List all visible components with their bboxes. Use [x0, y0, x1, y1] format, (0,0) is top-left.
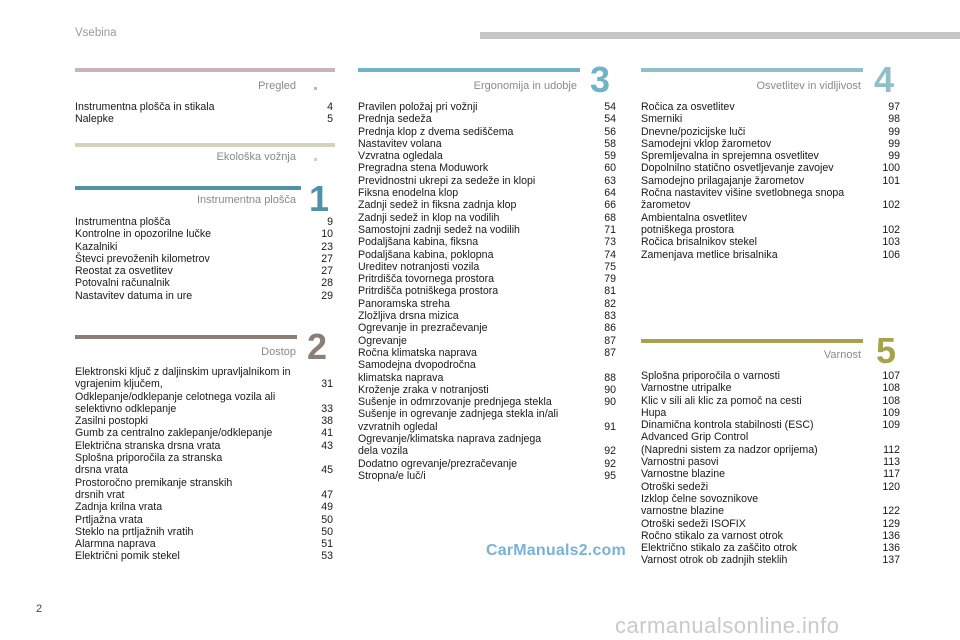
toc-entry [641, 468, 900, 480]
toc-entry-page: 4 [327, 101, 333, 113]
toc-entry [358, 285, 616, 297]
toc-entry [358, 470, 616, 482]
toc-entry-page: 108 [882, 394, 900, 407]
toc-entry-page: 92 [604, 457, 616, 470]
toc-entry-page: 81 [604, 285, 616, 298]
toc-entry-page: 87 [604, 334, 616, 347]
section-title-ergonomija: Ergonomija in udobje [473, 80, 577, 92]
toc-entry-title: Zamenjava metlice brisalnika [641, 248, 778, 261]
toc-entry [358, 249, 616, 261]
toc-entry [358, 273, 616, 285]
toc-entry-title: Instrumentna plošča in stikala [75, 101, 215, 113]
toc-entry-page: 41 [321, 427, 333, 440]
toc-entry-title: Vzvratna ogledala [358, 150, 443, 163]
toc-entry [358, 224, 616, 236]
toc-entry [358, 359, 616, 384]
toc-entry-title: Ročica brisalnikov stekel [641, 236, 757, 249]
toc-entry-page: 137 [882, 554, 900, 567]
toc-entry-page: 120 [882, 480, 900, 493]
toc-entry [641, 212, 900, 237]
toc-entry-title: Ogrevanje/klimatska naprava zadnjega dela vozila [358, 433, 542, 458]
toc-entry-page: 90 [604, 396, 616, 409]
toc-entry-title: Zasilni postopki [75, 415, 149, 428]
section-marker-ekoloska [314, 158, 317, 161]
toc-entry-page: 113 [883, 456, 900, 469]
toc-entry-title: Dnevne/pozicijske luči [641, 125, 746, 138]
toc-entry [358, 261, 616, 273]
toc-entry [75, 538, 333, 550]
toc-entry-page: 87 [604, 346, 616, 359]
toc-entry-page: 47 [321, 488, 333, 501]
toc-entry [358, 175, 616, 187]
toc-entry-page: 136 [882, 529, 900, 542]
toc-entry-title: Varnostni pasovi [641, 456, 719, 469]
toc-entry [358, 298, 616, 310]
toc-entry-page: 68 [604, 211, 616, 224]
toc-entry-page: 99 [888, 137, 900, 150]
toc-entry-title: Stropna/e luč/i [358, 469, 426, 482]
toc-entry [641, 126, 900, 138]
toc-entry [75, 216, 333, 228]
toc-entry-page: 112 [883, 443, 900, 456]
toc-entry [358, 408, 616, 433]
toc-entry-page: 49 [321, 501, 333, 514]
toc-entry-title: Samodejni vklop žarometov [641, 137, 772, 150]
toc-entry-title: Splošna priporočila za stranska drsna vrata [75, 452, 223, 477]
toc-entry [75, 427, 333, 439]
toc-entry-title: Prednja klop z dvema sediščema [358, 125, 514, 138]
toc-entry-title: Varnostne utripalke [641, 382, 732, 395]
toc-entry-page: 92 [604, 445, 616, 458]
toc-entry-title: Zadnja krilna vrata [75, 501, 163, 514]
toc-entry-title: Smerniki [641, 113, 683, 126]
toc-entry-title: Advanced Grip Control (Napredni sistem za nadzor oprijema) [641, 431, 818, 456]
toc-entry [641, 138, 900, 150]
toc-entry [358, 101, 616, 113]
toc-entry [641, 431, 900, 456]
toc-list-varnost [641, 370, 900, 567]
toc-entry-page: 59 [604, 150, 616, 163]
toc-entry-page: 71 [604, 223, 616, 236]
toc-entry-page: 102 [882, 223, 900, 236]
toc-entry [75, 440, 333, 452]
toc-entry-page: 109 [882, 406, 900, 419]
toc-entry-page: 50 [321, 525, 333, 538]
toc-entry-title: Ogrevanje in prezračevanje [358, 322, 488, 335]
page-number: 2 [36, 603, 43, 615]
toc-entry-title: Sušenje in ogrevanje zadnjega stekla in/ali vzvratnih ogledal [358, 408, 559, 433]
toc-entry-title: Zadnji sedež in fiksna zadnja klop [358, 199, 517, 212]
toc-list-instrumentna [75, 216, 333, 302]
toc-entry-title: Varnostne blazine [641, 468, 726, 481]
toc-entry [75, 290, 333, 302]
toc-entry-title: Ročna klimatska naprava [358, 346, 477, 359]
toc-entry-title: Steklo na prtljažnih vratih [75, 525, 194, 538]
toc-entry [358, 384, 616, 396]
toc-entry-title: Previdnostni ukrepi za sedeže in klopi [358, 174, 536, 187]
toc-list-osvetlitev [641, 101, 900, 261]
toc-entry [358, 335, 616, 347]
toc-entry-page: 43 [321, 439, 333, 452]
toc-entry-title: Nastavitev volana [358, 137, 442, 150]
toc-entry-page: 75 [604, 260, 616, 273]
toc-entry-page: 73 [604, 236, 616, 249]
section-number-ergonomija: 3 [590, 59, 611, 100]
toc-entry-title: Ogrevanje [358, 334, 407, 347]
toc-entry-title: Dodatno ogrevanje/prezračevanje [358, 457, 518, 470]
page-header-title: Vsebina [75, 27, 117, 39]
toc-entry [75, 265, 333, 277]
toc-entry-title: Samostojni zadnji sedež na vodilih [358, 223, 520, 236]
toc-entry-title: Hupa [641, 406, 667, 419]
toc-entry-page: 88 [604, 371, 616, 384]
toc-entry-title: Dinamična kontrola stabilnosti (ESC) [641, 419, 814, 432]
toc-entry-page: 109 [882, 419, 900, 432]
toc-entry [75, 277, 333, 289]
section-title-instrumentna: Instrumentna plošča [196, 194, 296, 206]
toc-entry [358, 162, 616, 174]
toc-entry [75, 253, 333, 265]
toc-entry [641, 113, 900, 125]
toc-entry-title: Zadnji sedež in klop na vodilih [358, 211, 500, 224]
toc-entry-page: 107 [882, 370, 900, 382]
toc-entry-title: Gumb za centralno zaklepanje/odklepanje [75, 427, 273, 440]
toc-entry-title: Nalepke [75, 113, 114, 126]
toc-entry-title: Pritrdišča potniškega prostora [358, 285, 499, 298]
toc-entry-page: 108 [882, 382, 900, 395]
toc-entry [641, 382, 900, 394]
toc-entry-page: 27 [321, 252, 333, 265]
toc-entry [75, 228, 333, 240]
toc-entry [75, 514, 333, 526]
section-number-dostop: 2 [307, 326, 328, 367]
toc-entry [75, 241, 333, 253]
toc-entry [358, 199, 616, 211]
toc-entry-page: 82 [604, 297, 616, 310]
toc-entry-title: Ureditev notranjosti vozila [358, 260, 480, 273]
toc-entry [358, 322, 616, 334]
toc-entry [641, 236, 900, 248]
toc-entry-page: 31 [321, 378, 333, 391]
toc-entry-page: 99 [888, 150, 900, 163]
toc-entry-page: 54 [604, 113, 616, 126]
section-bar-pregled [75, 68, 335, 72]
toc-entry [75, 501, 333, 513]
toc-entry [641, 530, 900, 542]
toc-entry [358, 212, 616, 224]
toc-entry-page: 10 [321, 228, 333, 241]
section-number-varnost: 5 [876, 330, 897, 371]
toc-entry [358, 458, 616, 470]
toc-entry-title: Potovalni računalnik [75, 277, 170, 290]
toc-entry [641, 101, 900, 113]
toc-entry [75, 452, 333, 477]
toc-entry-page: 9 [327, 216, 333, 228]
toc-entry [75, 366, 333, 391]
toc-entry-page: 102 [882, 199, 900, 212]
toc-entry [641, 554, 900, 566]
toc-entry-page: 5 [327, 113, 333, 126]
toc-entry-page: 91 [604, 420, 616, 433]
toc-entry [358, 310, 616, 322]
toc-entry-page: 86 [604, 322, 616, 335]
toc-entry [75, 477, 333, 502]
toc-entry-page: 79 [604, 273, 616, 286]
watermark-carmanuals: CarManuals2.com [486, 542, 626, 559]
toc-entry [641, 481, 900, 493]
toc-entry [641, 370, 900, 382]
toc-entry-page: 23 [321, 240, 333, 253]
toc-entry-page: 53 [321, 550, 333, 563]
toc-entry-page: 50 [321, 513, 333, 526]
toc-entry-title: Fiksna enodelna klop [358, 187, 459, 200]
toc-entry-page: 106 [882, 248, 900, 261]
section-title-varnost: Varnost [823, 349, 861, 361]
toc-entry-page: 99 [888, 125, 900, 138]
toc-entry [358, 113, 616, 125]
toc-entry-title: Reostat za osvetlitev [75, 265, 173, 278]
toc-entry-title: Zložljiva drsna mizica [358, 310, 459, 323]
toc-entry-title: Pregradna stena Moduwork [358, 162, 489, 175]
section-number-instrumentna: 1 [309, 178, 330, 219]
toc-entry-title: Samodejna dvopodročna klimatska naprava [358, 359, 476, 384]
toc-entry-title: Pritrdišča tovornega prostora [358, 273, 495, 286]
toc-entry-page: 27 [321, 265, 333, 278]
toc-entry-title: Ročno stikalo za varnost otrok [641, 529, 783, 542]
toc-entry-page: 58 [604, 137, 616, 150]
toc-entry-page: 100 [882, 162, 900, 175]
toc-entry-title: Ročna nastavitev višine svetlobnega snopa žarometov [641, 187, 845, 212]
toc-entry-title: Ambientalna osvetlitev potniškega prostora [641, 211, 747, 236]
toc-entry [641, 175, 900, 187]
section-title-dostop: Dostop [261, 346, 296, 358]
toc-entry-title: Prtljažna vrata [75, 513, 143, 526]
section-number-osvetlitev: 4 [874, 59, 895, 100]
toc-entry-title: Alarmna naprava [75, 538, 156, 551]
toc-entry-page: 63 [604, 174, 616, 187]
toc-entry [641, 187, 900, 212]
toc-entry-title: Otroški sedeži [641, 480, 709, 493]
toc-entry-title: Spremljevalna in sprejemna osvetlitev [641, 150, 819, 163]
toc-entry-title: Elektronski ključ z daljinskim upravljalnikom in vgrajenim ključem, [75, 366, 291, 391]
toc-entry [358, 138, 616, 150]
toc-entry-title: Števci prevoženih kilometrov [75, 252, 210, 265]
section-bar-varnost [641, 339, 863, 343]
toc-entry-title: Kontrolne in opozorilne lučke [75, 228, 212, 241]
toc-entry-title: Otroški sedeži ISOFIX [641, 517, 746, 530]
header-bar [480, 32, 960, 39]
toc-entry [358, 433, 616, 458]
toc-entry-page: 90 [604, 383, 616, 396]
toc-entry-page: 101 [882, 174, 900, 187]
toc-entry-page: 136 [882, 542, 900, 555]
toc-entry-title: Električna stranska drsna vrata [75, 439, 221, 452]
toc-entry [641, 395, 900, 407]
toc-entry-title: Električni pomik stekel [75, 550, 180, 563]
section-bar-osvetlitev [641, 68, 863, 72]
toc-entry [641, 493, 900, 518]
toc-entry-page: 66 [604, 199, 616, 212]
toc-entry-page: 103 [882, 236, 900, 249]
section-marker-pregled [314, 87, 317, 90]
section-bar-instrumentna [75, 186, 301, 190]
toc-entry-title: Pravilen položaj pri vožnji [358, 101, 478, 113]
toc-entry-title: Dopolnilno statično osvetljevanje zavojev [641, 162, 834, 175]
toc-entry [75, 101, 333, 113]
toc-entry-title: Ročica za osvetlitev [641, 101, 735, 113]
toc-entry [358, 347, 616, 359]
toc-entry-page: 33 [321, 402, 333, 415]
toc-entry-title: Panoramska streha [358, 297, 450, 310]
toc-entry-title: Instrumentna plošča [75, 216, 171, 228]
toc-entry-page: 64 [604, 187, 616, 200]
toc-entry-page: 97 [888, 101, 900, 113]
toc-entry [358, 187, 616, 199]
toc-entry-page: 83 [604, 310, 616, 323]
section-title-osvetlitev: Osvetlitev in vidljivost [756, 80, 861, 92]
toc-entry-page: 38 [321, 415, 333, 428]
toc-entry-page: 45 [321, 464, 333, 477]
toc-entry-title: Splošna priporočila o varnosti [641, 370, 780, 382]
toc-entry-title: Samodejno prilagajanje žarometov [641, 174, 805, 187]
toc-list-ergonomija [358, 101, 616, 482]
toc-entry-page: 129 [882, 517, 900, 530]
toc-entry-title: Kroženje zraka v notranjosti [358, 383, 489, 396]
section-title-ekoloska: Ekološka vožnja [216, 151, 296, 163]
toc-entry-page: 28 [321, 277, 333, 290]
toc-entry-title: Električno stikalo za zaščito otrok [641, 542, 798, 555]
toc-list-pregled [75, 101, 333, 126]
toc-entry [75, 526, 333, 538]
section-bar-ekoloska [75, 143, 335, 147]
toc-entry-title: Prednja sedeža [358, 113, 432, 126]
toc-entry [641, 518, 900, 530]
toc-entry [641, 419, 900, 431]
toc-entry [358, 236, 616, 248]
toc-entry-page: 51 [321, 538, 333, 551]
toc-entry-title: Podaljšana kabina, fiksna [358, 236, 479, 249]
toc-entry-title: Klic v sili ali klic za pomoč na cesti [641, 394, 802, 407]
toc-entry [641, 162, 900, 174]
toc-entry [75, 113, 333, 125]
toc-entry-page: 56 [604, 125, 616, 138]
section-bar-ergonomija [358, 68, 580, 72]
toc-entry-page: 29 [321, 289, 333, 302]
toc-entry-title: Kazalniki [75, 240, 118, 253]
watermark-carmanualsonline: carmanualsonline.info [615, 613, 840, 638]
toc-entry [641, 542, 900, 554]
toc-entry-title: Nastavitev datuma in ure [75, 289, 193, 302]
toc-entry [641, 407, 900, 419]
toc-entry-title: Prostoročno premikanje stranskih drsnih vrat [75, 476, 233, 501]
toc-entry-page: 95 [604, 469, 616, 482]
toc-entry [358, 396, 616, 408]
toc-entry [358, 126, 616, 138]
toc-entry [75, 550, 333, 562]
toc-entry-title: Sušenje in odmrzovanje prednjega stekla [358, 396, 552, 409]
toc-entry [641, 150, 900, 162]
toc-entry-page: 60 [604, 162, 616, 175]
toc-entry-page: 98 [888, 113, 900, 126]
toc-entry [75, 391, 333, 416]
toc-entry-page: 117 [883, 468, 900, 481]
toc-entry [358, 150, 616, 162]
section-title-pregled: Pregled [258, 80, 296, 92]
toc-entry-title: Podaljšana kabina, poklopna [358, 248, 494, 261]
section-bar-dostop [75, 335, 297, 339]
toc-entry-title: Izklop čelne sovoznikove varnostne blazine [641, 492, 759, 518]
toc-entry [75, 415, 333, 427]
toc-entry [641, 456, 900, 468]
toc-entry-title: Odklepanje/odklepanje celotnega vozila ali selektivno odklepanje [75, 390, 276, 415]
toc-entry-page: 122 [882, 505, 900, 518]
toc-entry-title: Varnost otrok ob zadnjih steklih [641, 554, 788, 567]
toc-list-dostop [75, 366, 333, 563]
toc-entry-page: 74 [604, 248, 616, 261]
toc-entry-page: 54 [604, 101, 616, 113]
toc-entry [641, 249, 900, 261]
